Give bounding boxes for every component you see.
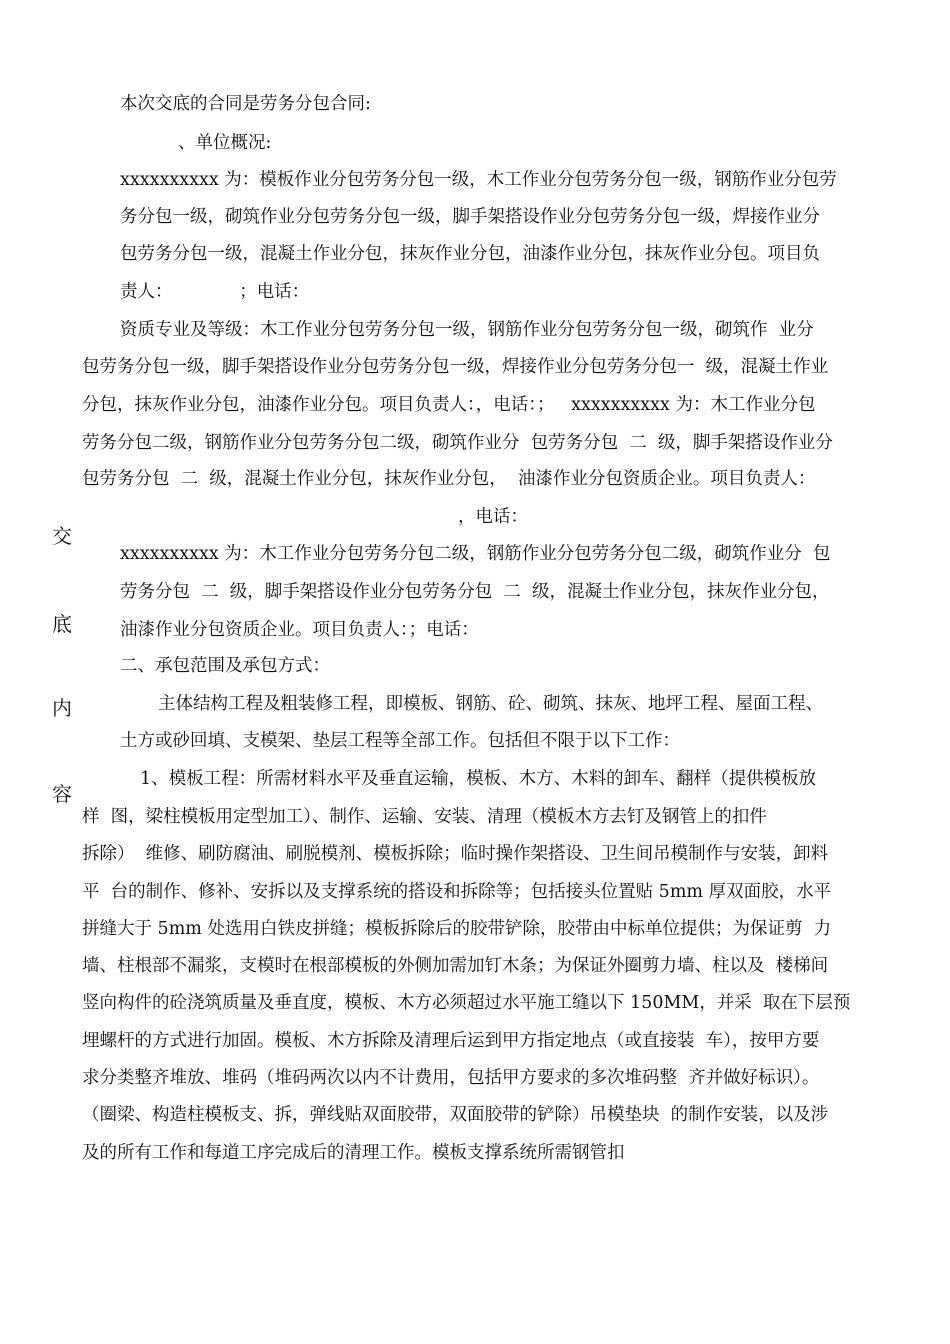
side-label-char: 内 bbox=[52, 696, 72, 720]
section-heading: 、单位概况: bbox=[178, 133, 272, 153]
paragraph-line: 竖向构件的砼浇筑质量及垂直度，模板、木方必须超过水平施工缝以下 150MM，并采 取在下层预 bbox=[82, 993, 851, 1013]
paragraph-line: 包劳务分包一级，混凝土作业分包，抹灰作业分包，油漆作业分包，抹灰作业分包。项目负 bbox=[120, 244, 820, 264]
paragraph-line: 包劳务分包 二 级，混凝土作业分包，抹灰作业分包， 油漆作业分包资质企业。项目负责人： bbox=[82, 469, 816, 489]
paragraph-line: 墙、柱根部不漏浆，支模时在根部模板的外侧加需加钉木条；为保证外圈剪力墙、柱以及 楼梯间 bbox=[82, 956, 829, 976]
paragraph-line: 求分类整齐堆放、堆码（堆码两次以内不计费用，包括甲方要求的多次堆码整 齐并做好标识）。 bbox=[82, 1068, 820, 1088]
paragraph-line: 责人： ；电话： bbox=[120, 282, 310, 302]
paragraph-line: xxxxxxxxxx 为：木工作业分包劳务分包二级，钢筋作业分包劳务分包二级，砌筑作业分 包 bbox=[120, 544, 831, 564]
paragraph-line: 包劳务分包一级，脚手架搭设作业分包劳务分包一级，焊接作业分包劳务分包一 级，混凝土作业 bbox=[82, 357, 829, 377]
paragraph-line: 务分包一级，砌筑作业分包劳务分包一级，脚手架搭设作业分包劳务分包一级，焊接作业分 bbox=[120, 207, 820, 227]
intro-line: 本次交底的合同是劳务分包合同: bbox=[120, 94, 371, 114]
paragraph-line: 油漆作业分包资质企业。项目负责人：；电话： bbox=[120, 620, 479, 640]
paragraph-line: 主体结构工程及粗装修工程，即模板、钢筋、砼、砌筑、抹灰、地坪工程、屋面工程、 bbox=[158, 694, 823, 714]
paragraph-line: 资质专业及等级：木工作业分包劳务分包一级，钢筋作业分包劳务分包一级，砌筑作 业分 bbox=[120, 320, 814, 340]
section-heading: 二、承包范围及承包方式： bbox=[120, 656, 330, 676]
paragraph-line: 平 台的制作、修补、安拆以及支撑系统的搭设和拆除等；包括接头位置贴 5mm 厚双面胶，水平 bbox=[82, 882, 832, 902]
side-label-char: 交 bbox=[52, 524, 72, 548]
paragraph-line: 分包，抹灰作业分包，油漆作业分包。项目负责人：，电话：； xxxxxxxxxx 为：木工作业分包 bbox=[82, 395, 816, 415]
paragraph-line: xxxxxxxxxx 为：模板作业分包劳务分包一级，木工作业分包劳务分包一级，钢筋作业分包劳 bbox=[120, 170, 837, 190]
paragraph-line: 1、模板工程：所需材料水平及垂直运输，模板、木方、木料的卸车、翻样（提供模板放 bbox=[140, 769, 817, 789]
paragraph-line: 拼缝大于 5mm 处选用白铁皮拼缝；模板拆除后的胶带铲除，胶带由中标单位提供；为保证剪 力 bbox=[82, 919, 832, 939]
paragraph-line: 拆除） 维修、刷防腐油、刷脱模剂、模板拆除；临时操作架搭设、卫生间吊模制作与安装，卸料 bbox=[82, 844, 829, 864]
paragraph-line: 土方或砂回填、支模架、垫层工程等全部工作。包括但不限于以下工作： bbox=[120, 731, 680, 751]
side-label-char: 容 bbox=[52, 782, 72, 806]
paragraph-line: 埋螺杆的方式进行加固。模板、木方拆除及清理后运到甲方指定地点（或直接装 车），按甲方要 bbox=[82, 1031, 820, 1051]
paragraph-line: 及的所有工作和每道工序完成后的清理工作。模板支撑系统所需钢管扣 bbox=[82, 1143, 625, 1163]
side-label-char: 底 bbox=[52, 612, 72, 636]
paragraph-line: 劳务分包 二 级，脚手架搭设作业分包劳务分包 二 级，混凝土作业分包，抹灰作业分包， bbox=[120, 582, 830, 602]
paragraph-line: 样 图，梁柱模板用定型加工）、制作、运输、安装、清理（模板木方去钉及钢管上的扣件 bbox=[82, 807, 767, 827]
paragraph-line: ，电话： bbox=[458, 507, 528, 527]
paragraph-line: （圈梁、构造柱模板支、拆，弹线贴双面胶带，双面胶带的铲除）吊模垫块 的制作安装，以及涉 bbox=[82, 1105, 829, 1125]
paragraph-line: 劳务分包二级，钢筋作业分包劳务分包二级，砌筑作业分 包劳务分包 二 级，脚手架搭设作业分 bbox=[82, 433, 833, 453]
